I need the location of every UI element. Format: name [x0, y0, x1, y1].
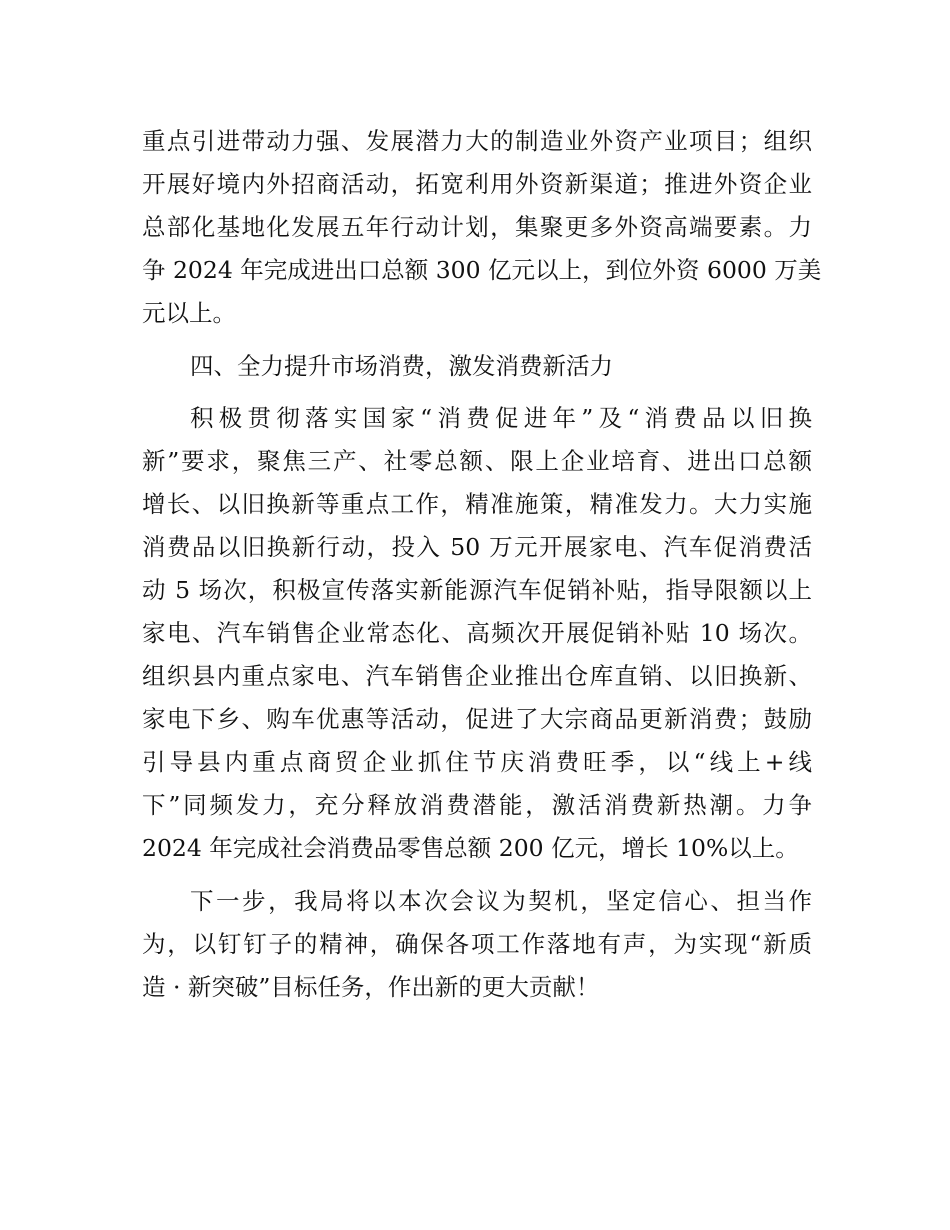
body-text-line: 新”要求，聚焦三产、社零总额、限上企业培育、进出口总额: [142, 447, 812, 475]
body-text-line: 元以上。: [142, 299, 236, 327]
body-text-line: 造 · 新突破”目标任务，作出新的更大贡献！: [142, 973, 600, 1001]
body-text-line: 家电、汽车销售企业常态化、高频次开展促销补贴 10 场次。: [142, 619, 812, 647]
body-text-line: 争 2024 年完成进出口总额 300 亿元以上，到位外资 6000 万美: [142, 256, 822, 284]
body-text-line: 重点引进带动力强、发展潜力大的制造业外资产业项目；组织: [142, 127, 812, 155]
body-text-line: 总部化基地化发展五年行动计划，集聚更多外资高端要素。力: [142, 213, 812, 241]
body-text-line: 开展好境内外招商活动，拓宽利用外资新渠道；推进外资企业: [142, 170, 812, 198]
body-text-line: 消费品以旧换新行动，投入 50 万元开展家电、汽车促消费活: [142, 533, 812, 561]
body-text-line: 下一步，我局将以本次会议为契机，坚定信心、担当作: [190, 887, 812, 915]
body-text-line: 增长、以旧换新等重点工作，精准施策，精准发力。大力实施: [142, 490, 812, 518]
body-text-line: 动 5 场次，积极宣传落实新能源汽车促销补贴，指导限额以上: [142, 576, 812, 604]
body-text-line: 引导县内重点商贸企业抓住节庆消费旺季，以“线上+线: [142, 748, 812, 776]
section-heading: 四、全力提升市场消费，激发消费新活力: [190, 352, 613, 380]
body-text-line: 积极贯彻落实国家“消费促进年”及“消费品以旧换: [190, 404, 812, 432]
body-text-line: 2024 年完成社会消费品零售总额 200 亿元，增长 10%以上。: [142, 834, 799, 862]
body-text-line: 为，以钉钉子的精神，确保各项工作落地有声，为实现“新质: [142, 930, 812, 958]
body-text-line: 下”同频发力，充分释放消费潜能，激活消费新热潮。力争: [142, 791, 812, 819]
body-text-line: 组织县内重点家电、汽车销售企业推出仓库直销、以旧换新、: [142, 662, 812, 690]
body-text-line: 家电下乡、购车优惠等活动，促进了大宗商品更新消费；鼓励: [142, 705, 812, 733]
